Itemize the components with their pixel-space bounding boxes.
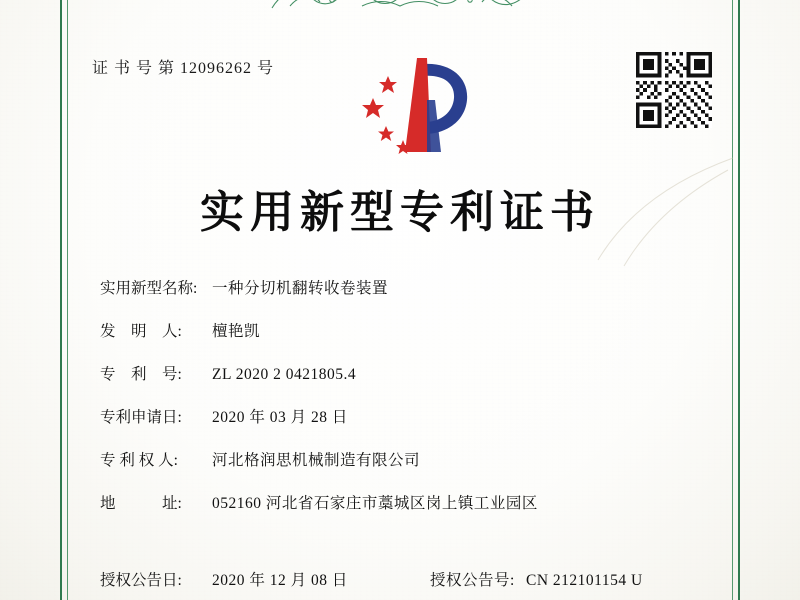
value-patentee: 河北格润思机械制造有限公司 (212, 452, 421, 469)
certificate-number: 证 书 号 第 12096262 号 (92, 60, 275, 77)
value-inventor: 檀艳凯 (212, 323, 261, 340)
field-list (100, 276, 700, 534)
grant-number-group (430, 568, 643, 590)
grant-date-group (100, 568, 430, 590)
value-application-date: 2020 年 03 月 28 日 (212, 409, 348, 426)
label-address: 地 址: (100, 495, 182, 512)
qr-code (636, 52, 712, 128)
page-title: 实用新型专利证书 (200, 188, 600, 237)
grant-info-row (100, 568, 720, 590)
label-utility-model-name: 实用新型名称: (100, 280, 198, 297)
value-utility-model-name: 一种分切机翻转收卷装置 (212, 280, 389, 297)
label-patent-number: 专 利 号: (100, 366, 182, 383)
field-patent-number (100, 362, 700, 384)
label-patentee: 专 利 权 人: (100, 452, 178, 469)
label-application-date: 专利申请日: (100, 409, 182, 426)
label-grant-date: 授权公告日: (100, 572, 182, 589)
field-address (100, 491, 700, 513)
value-grant-date: 2020 年 12 月 08 日 (212, 572, 348, 589)
label-grant-number: 授权公告号: (430, 572, 515, 589)
field-application-date (100, 405, 700, 427)
field-patentee (100, 448, 700, 470)
field-utility-model-name (100, 276, 700, 298)
cnipa-logo-icon (345, 48, 485, 158)
label-inventor: 发 明 人: (100, 323, 182, 340)
value-address: 052160 河北省石家庄市藁城区岗上镇工业园区 (212, 495, 538, 512)
field-inventor (100, 319, 700, 341)
value-patent-number: ZL 2020 2 0421805.4 (212, 366, 357, 383)
value-grant-number: CN 212101154 U (526, 572, 643, 589)
top-ornament-band (62, 0, 738, 10)
